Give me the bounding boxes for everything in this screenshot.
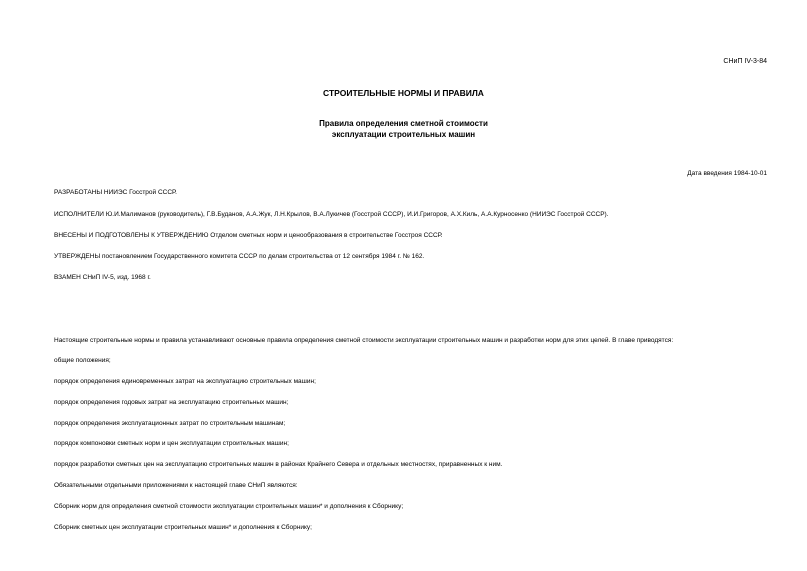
appendix-item: Сборник сметных цен эксплуатации строительных машин* и дополнения к Сборнику; bbox=[54, 524, 312, 531]
body-intro-paragraph: Настоящие строительные нормы и правила устанавливают основные правила определения сметной стоимости эксплуатации строительных машин и разработки норм для этих целей. В главе приводятся: bbox=[54, 337, 674, 344]
developed-by-line: РАЗРАБОТАНЫ НИИЭС Госстрой СССР. bbox=[54, 189, 177, 196]
document-title: СТРОИТЕЛЬНЫЕ НОРМЫ И ПРАВИЛА bbox=[323, 88, 484, 98]
list-item: порядок определения единовременных затрат на эксплуатацию строительных машин; bbox=[54, 378, 316, 385]
document-code: СНиП IV-3-84 bbox=[723, 58, 767, 65]
appendix-intro-line: Обязательными отдельными приложениями к настоящей главе СНиП являются: bbox=[54, 482, 298, 489]
document-subtitle bbox=[0, 118, 807, 140]
approved-line: УТВЕРЖДЕНЫ постановлением Государственного комитета СССР по делам строительства от 12 сентября 1984 г. № 162. bbox=[54, 253, 425, 260]
subtitle-line-2: эксплуатации строительных машин bbox=[331, 130, 476, 139]
list-item: порядок определения годовых затрат на эксплуатацию строительных машин; bbox=[54, 399, 289, 406]
list-item: порядок определения эксплуатационных затрат по строительным машинам; bbox=[54, 420, 286, 427]
executors-line: ИСПОЛНИТЕЛИ Ю.И.Малиманов (руководитель), Г.В.Буданов, А.А.Жук, Л.Н.Крылов, В.А.Лукичев (Госстрой СССР), И.И.Григоров, А.Х.Киль, А.А.Курносенко (НИИЭС Госстрой СССР). bbox=[54, 211, 609, 218]
list-item: порядок разработки сметных цен на эксплуатацию строительных машин в районах Крайнего Севера и отдельных местностях, приравненных к ним. bbox=[54, 461, 503, 468]
appendix-item: Сборник норм для определения сметной стоимости эксплуатации строительных машин* и дополнения к Сборнику; bbox=[54, 503, 404, 510]
subtitle-line-1: Правила определения сметной стоимости bbox=[319, 119, 488, 128]
introduction-date: Дата введения 1984-10-01 bbox=[687, 170, 767, 177]
list-item: порядок компоновки сметных норм и цен эксплуатации строительных машин; bbox=[54, 440, 289, 447]
introduced-line: ВНЕСЕНЫ И ПОДГОТОВЛЕНЫ К УТВЕРЖДЕНИЮ Отделом сметных норм и ценообразования в строительстве Госстроя СССР. bbox=[54, 232, 443, 239]
list-item: общие положения; bbox=[54, 357, 111, 364]
replaces-line: ВЗАМЕН СНиП IV-5, изд. 1968 г. bbox=[54, 274, 151, 281]
